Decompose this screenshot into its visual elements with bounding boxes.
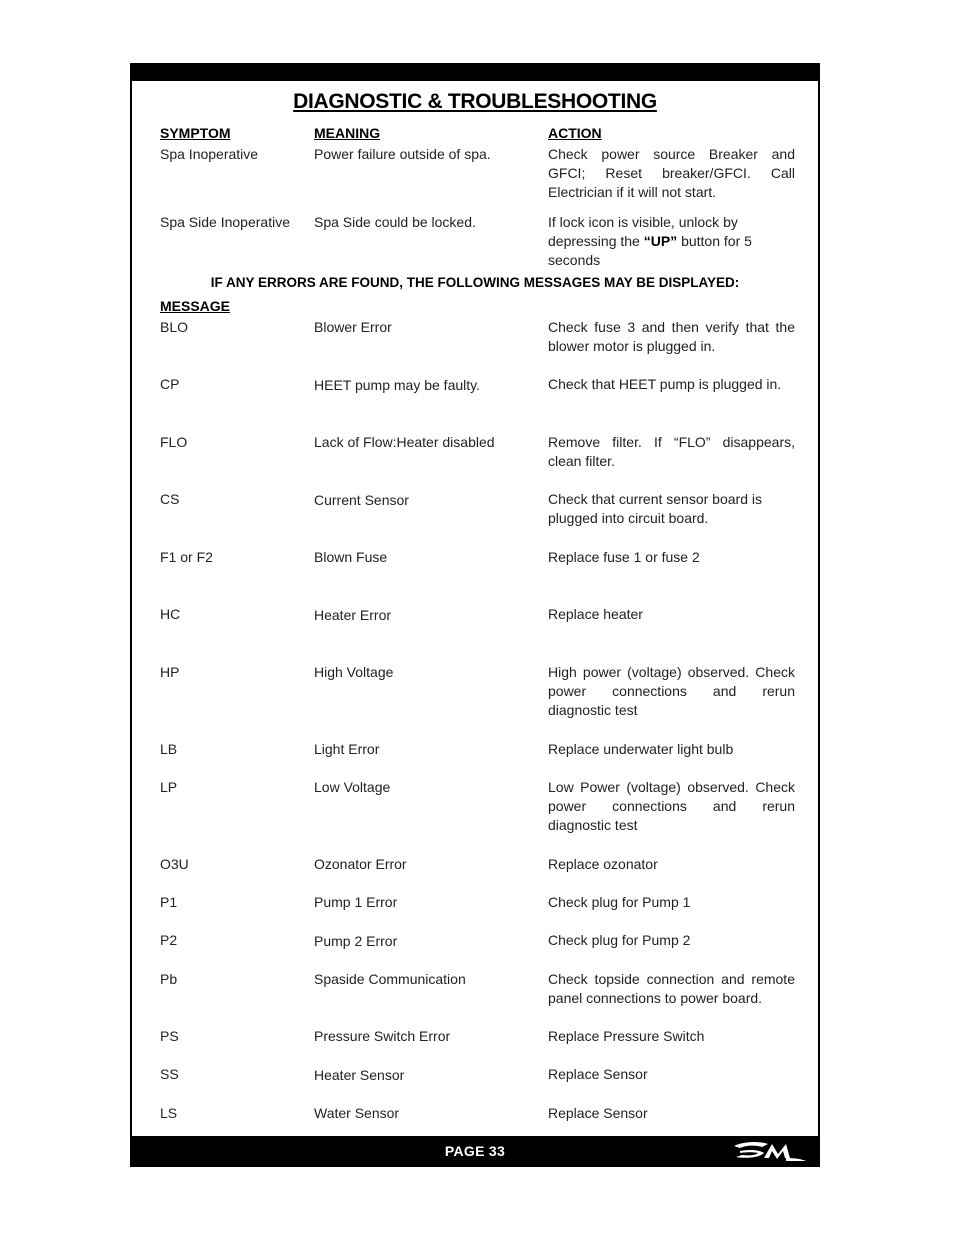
message-code: FLO <box>160 434 188 450</box>
message-meaning: Water Sensor <box>314 1105 400 1121</box>
message-action: Check that current sensor board is plugged into circuit board. <box>548 491 762 526</box>
message-action: Replace Pressure Switch <box>548 1028 705 1044</box>
message-code: CS <box>160 491 180 507</box>
message-meaning: High Voltage <box>314 664 394 680</box>
message-code: F1 or F2 <box>160 549 213 565</box>
meaning-cell: Power failure outside of spa. <box>314 146 491 162</box>
message-action: Replace Sensor <box>548 1066 648 1082</box>
message-code: PS <box>160 1028 179 1044</box>
message-code: SS <box>160 1066 179 1082</box>
message-meaning: Current Sensor <box>314 492 409 508</box>
message-meaning: Light Error <box>314 741 380 757</box>
page-title: DIAGNOSTIC & TROUBLESHOOTING <box>293 90 657 113</box>
message-code: HC <box>160 606 181 622</box>
message-meaning: Spaside Communication <box>314 971 466 987</box>
symptom-cell: Spa Side Inoperative <box>160 214 290 230</box>
message-meaning: Lack of Flow:Heater disabled <box>314 434 495 450</box>
message-action: Replace ozonator <box>548 856 658 872</box>
message-code: P1 <box>160 894 178 910</box>
page-frame <box>130 63 820 1167</box>
message-meaning: Ozonator Error <box>314 856 407 872</box>
message-action: Check plug for Pump 2 <box>548 932 691 948</box>
message-meaning: Heater Sensor <box>314 1067 405 1083</box>
symptom-cell: Spa Inoperative <box>160 146 259 162</box>
message-meaning: Blown Fuse <box>314 549 388 565</box>
logo-text: SM <box>730 1138 732 1139</box>
message-action: Replace heater <box>548 606 643 622</box>
message-code: Pb <box>160 971 178 987</box>
message-meaning: HEET pump may be faulty. <box>314 377 480 393</box>
message-action: Check plug for Pump 1 <box>548 894 691 910</box>
page-number: PAGE 33 <box>444 1143 506 1159</box>
message-code: LS <box>160 1105 178 1121</box>
message-action: High power (voltage) observed. Check power connections and rerun diagnostic test <box>548 664 795 718</box>
action-text: button for 5 seconds <box>548 233 752 268</box>
action-cell: Check power source Breaker and GFCI; Reset breaker/GFCI. Call Electrician if it will not start. <box>548 146 795 200</box>
up-button-label: “UP” <box>643 233 678 249</box>
message-action: Replace Sensor <box>548 1105 648 1121</box>
message-meaning: Heater Error <box>314 607 392 623</box>
message-action: Replace fuse 1 or fuse 2 <box>548 549 700 565</box>
message-action: Replace underwater light bulb <box>548 741 734 757</box>
message-header: MESSAGE <box>160 298 231 314</box>
message-code: CP <box>160 376 180 392</box>
message-meaning: Pump 2 Error <box>314 933 398 949</box>
footer-bar <box>132 1136 818 1165</box>
message-action: Low Power (voltage) observed. Check power connections and rerun diagnostic test <box>548 779 795 833</box>
message-action: Remove filter. If “FLO” disappears, clean filter. <box>548 434 795 469</box>
message-code: P2 <box>160 932 178 948</box>
message-meaning: Low Voltage <box>314 779 391 795</box>
action-text: If lock icon is visible, unlock by depressing the <box>548 214 738 249</box>
action-header: ACTION <box>548 125 602 141</box>
message-meaning: Blower Error <box>314 319 392 335</box>
action-cell <box>548 213 795 270</box>
message-code: BLO <box>160 319 189 335</box>
message-action: Check fuse 3 and then verify that the blower motor is plugged in. <box>548 319 795 354</box>
sm-logo-icon <box>730 1138 808 1164</box>
meaning-header: MEANING <box>314 125 381 141</box>
message-action: Check that HEET pump is plugged in. <box>548 376 782 392</box>
message-meaning: Pressure Switch Error <box>314 1028 451 1044</box>
message-meaning: Pump 1 Error <box>314 894 398 910</box>
message-code: O3U <box>160 856 189 872</box>
message-code: LB <box>160 741 178 757</box>
top-bar <box>132 65 818 81</box>
message-code: HP <box>160 664 180 680</box>
errors-notice: IF ANY ERRORS ARE FOUND, THE FOLLOWING MESSAGES MAY BE DISPLAYED: <box>210 275 740 290</box>
message-action: Check topside connection and remote panel connections to power board. <box>548 971 795 1006</box>
meaning-cell: Spa Side could be locked. <box>314 214 476 230</box>
message-code: LP <box>160 779 178 795</box>
symptom-header: SYMPTOM <box>160 125 231 141</box>
